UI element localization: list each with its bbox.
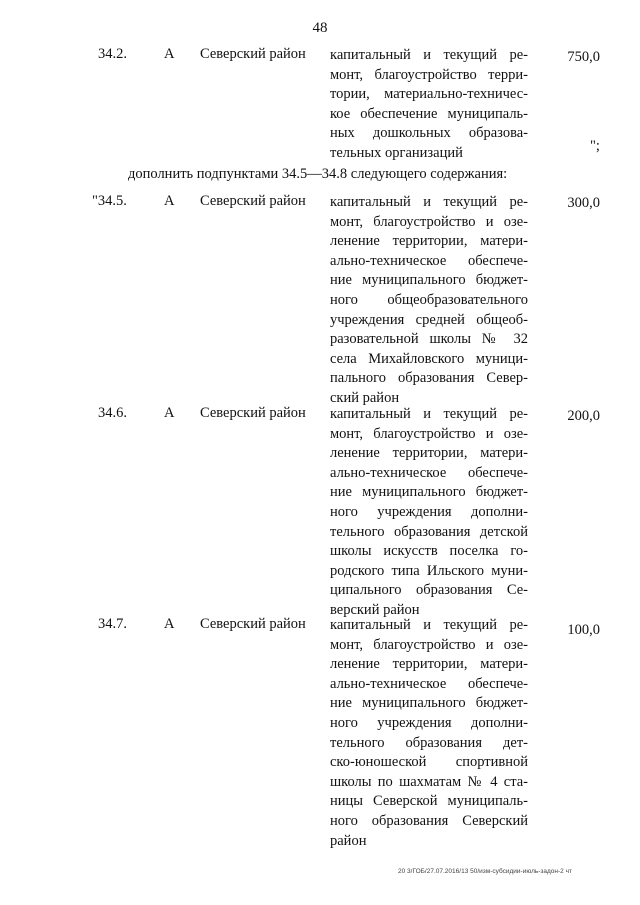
item-district: Северский район: [200, 193, 306, 209]
item-letter: А: [164, 405, 175, 421]
description-line: ного учреждения дополни-: [330, 714, 528, 731]
page-number: 48: [312, 20, 328, 36]
description-line: капитальный и текущий ре-: [330, 617, 528, 633]
description-line: ленение территории, матери-: [330, 233, 528, 250]
item-number: 34.7.: [98, 616, 127, 632]
description-line: тельных организаций: [330, 144, 463, 161]
description-line: ние муниципального бюджет-: [330, 484, 528, 501]
item-amount: 750,0: [567, 49, 600, 65]
item-amount: 300,0: [567, 195, 600, 211]
item-amount: 100,0: [567, 622, 600, 638]
description-line: родского типа Ильского муни-: [330, 562, 528, 579]
item-amount: 200,0: [567, 408, 600, 424]
description-line: школы искусств поселка го-: [330, 543, 528, 560]
item-letter: А: [164, 616, 175, 632]
description-line: монт, благоустройство и озе-: [330, 213, 528, 230]
description-line: кое обеспечение муниципаль-: [330, 105, 528, 122]
description-line: ленение территории, матери-: [330, 445, 528, 462]
description-line: ного учреждения дополни-: [330, 503, 528, 520]
description-line: ско-юношеской спортивной: [330, 754, 528, 771]
item-number: 34.6.: [98, 405, 127, 421]
description-line: ние муниципального бюджет-: [330, 272, 528, 289]
description-line: тории, материально-техничес-: [330, 86, 528, 103]
item-letter: А: [164, 46, 175, 62]
description-line: ницы Северской муниципаль-: [330, 793, 528, 810]
amendment-text: дополнить подпунктами 34.5—34.8 следующего содержания:: [128, 166, 508, 182]
description-line: ного общеобразовательного: [330, 291, 528, 308]
description-line: ально-техническое обеспече-: [330, 252, 528, 269]
description-line: капитальный и текущий ре-: [330, 194, 528, 210]
description-line: школы по шахматам № 4 ста-: [330, 773, 528, 790]
description-line: ально-техническое обеспече-: [330, 675, 528, 692]
description-line: капитальный и текущий ре-: [330, 47, 528, 63]
item-number: 34.2.: [98, 46, 127, 62]
description-line: ного образования Северский: [330, 812, 528, 829]
description-line: ние муниципального бюджет-: [330, 695, 528, 712]
description-line: район: [330, 832, 367, 849]
description-line: ально-техническое обеспече-: [330, 464, 528, 481]
description-line: монт, благоустройство и озе-: [330, 636, 528, 653]
description-line: ленение территории, матери-: [330, 656, 528, 673]
item-description: [330, 46, 528, 164]
footer-code: 20 3/ГОБ/27.07.2016/13 50/изм-субсидии-июль-задон-2 чт: [398, 868, 572, 875]
item-number: "34.5.: [92, 193, 127, 209]
description-line: пального образования Север-: [330, 370, 528, 387]
description-line: ных дошкольных образова-: [330, 125, 528, 142]
item-description: [330, 193, 528, 409]
description-line: села Михайловского муници-: [330, 350, 528, 367]
description-line: верский район: [330, 601, 420, 618]
description-line: ский район: [330, 389, 400, 406]
description-line: тельного образования детской: [330, 523, 528, 540]
description-line: разовательной школы № 32: [330, 331, 528, 348]
closing-quote: ";: [590, 138, 600, 154]
item-description: [330, 405, 528, 621]
item-letter: А: [164, 193, 175, 209]
item-description: [330, 616, 528, 851]
description-line: монт, благоустройство терри-: [330, 66, 528, 83]
description-line: капитальный и текущий ре-: [330, 406, 528, 422]
description-line: тельного образования дет-: [330, 734, 528, 751]
description-line: учреждения средней общеоб-: [330, 311, 528, 328]
item-district: Северский район: [200, 46, 306, 62]
description-line: ципального образования Се-: [330, 582, 528, 599]
item-district: Северский район: [200, 616, 306, 632]
item-district: Северский район: [200, 405, 306, 421]
description-line: монт, благоустройство и озе-: [330, 425, 528, 442]
